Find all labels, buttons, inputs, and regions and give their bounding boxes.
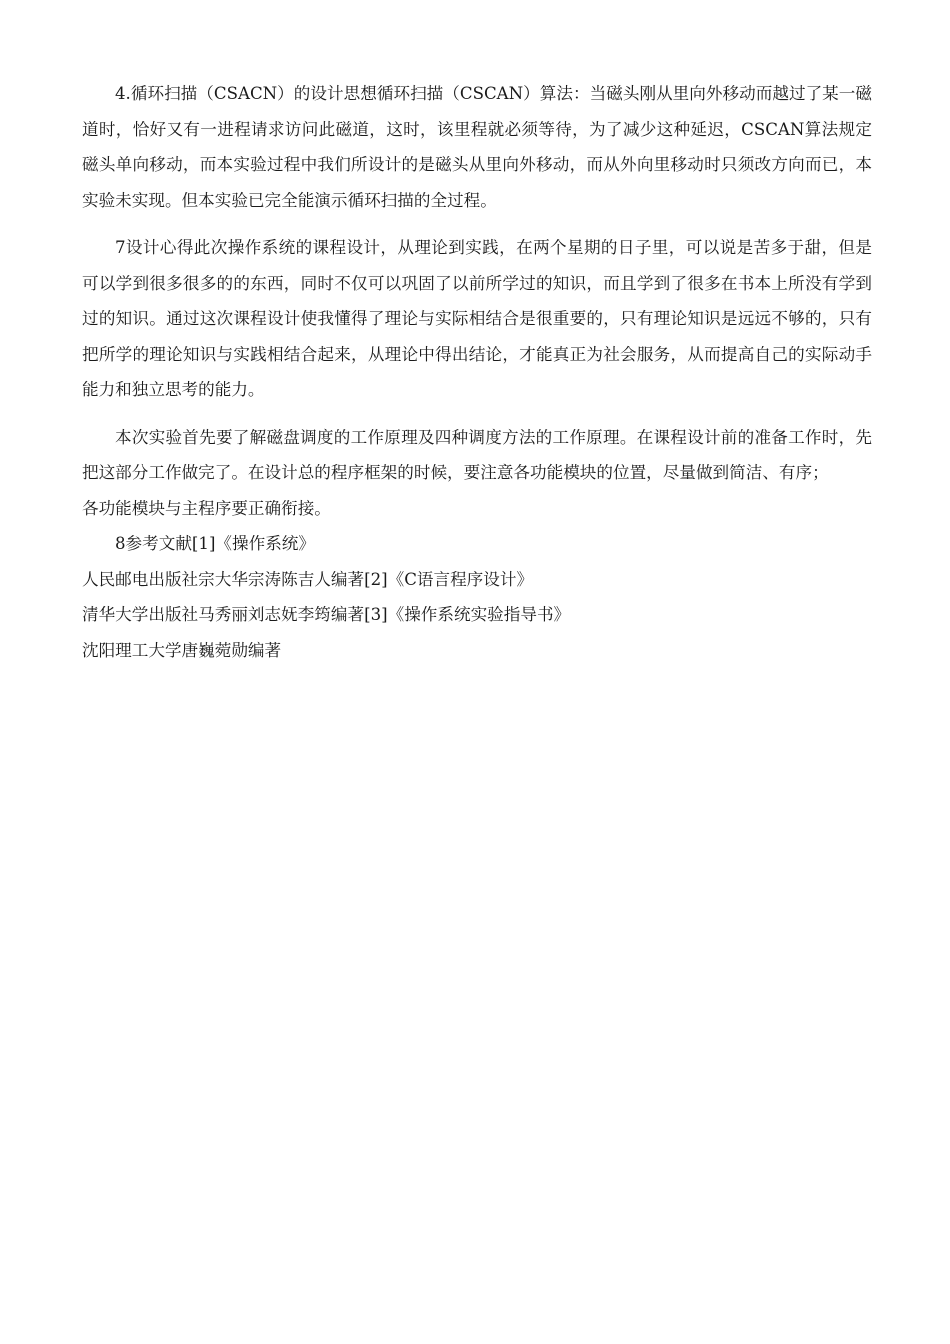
paragraph-design-experience: 7设计心得此次操作系统的课程设计，从理论到实践，在两个星期的日子里，可以说是苦多于甜，但是可以学到很多很多的的东西，同时不仅可以巩固了以前所学过的知识，而且学到了很多在书本上所没有学到过的知识。通过这次课程设计使我懂得了理论与实际相结合是很重要的，只有理论知识是远远不够的，只有把所学的理论知识与实践相结合起来，从理论中得出结论，才能真正为社会服务，从而提高自己的实际动手能力和独立思考的能力。 (82, 238, 872, 399)
reference-line: 沈阳理工大学唐巍菀勋编著 (82, 640, 282, 660)
reference-line: 人民邮电出版社宗大华宗涛陈吉人编著[2]《C语言程序设计》 (82, 569, 534, 589)
paragraph-experiment-summary: 本次实验首先要了解磁盘调度的工作原理及四种调度方法的工作原理。在课程设计前的准备工作时，先把这部分工作做完了。在设计总的程序框架的时候，要注意各功能模块的位置，尽量做到简洁、有序； (82, 427, 872, 482)
document-page (82, 76, 872, 668)
paragraph-closing-line: 各功能模块与主程序要正确衔接。 (82, 498, 331, 518)
reference-line: 清华大学出版社马秀丽刘志妩李筠编著[3]《操作系统实验指导书》 (82, 605, 571, 624)
references-heading: 8参考文献[1]《操作系统》 (115, 534, 315, 553)
paragraph-cscan: 4.循环扫描（CSACN）的设计思想循环扫描（CSCAN）算法：当磁头刚从里向外移动而越过了某一磁道时，恰好又有一进程请求访问此磁道，这时，该里程就必须等待，为了减少这种延迟，CSCAN算法规定磁头单向移动，而本实验过程中我们所设计的是磁头从里向外移动，而从外向里移动时只须改方向而已，本实验未实现。但本实验已完全能演示循环扫描的全过程。 (82, 84, 872, 210)
